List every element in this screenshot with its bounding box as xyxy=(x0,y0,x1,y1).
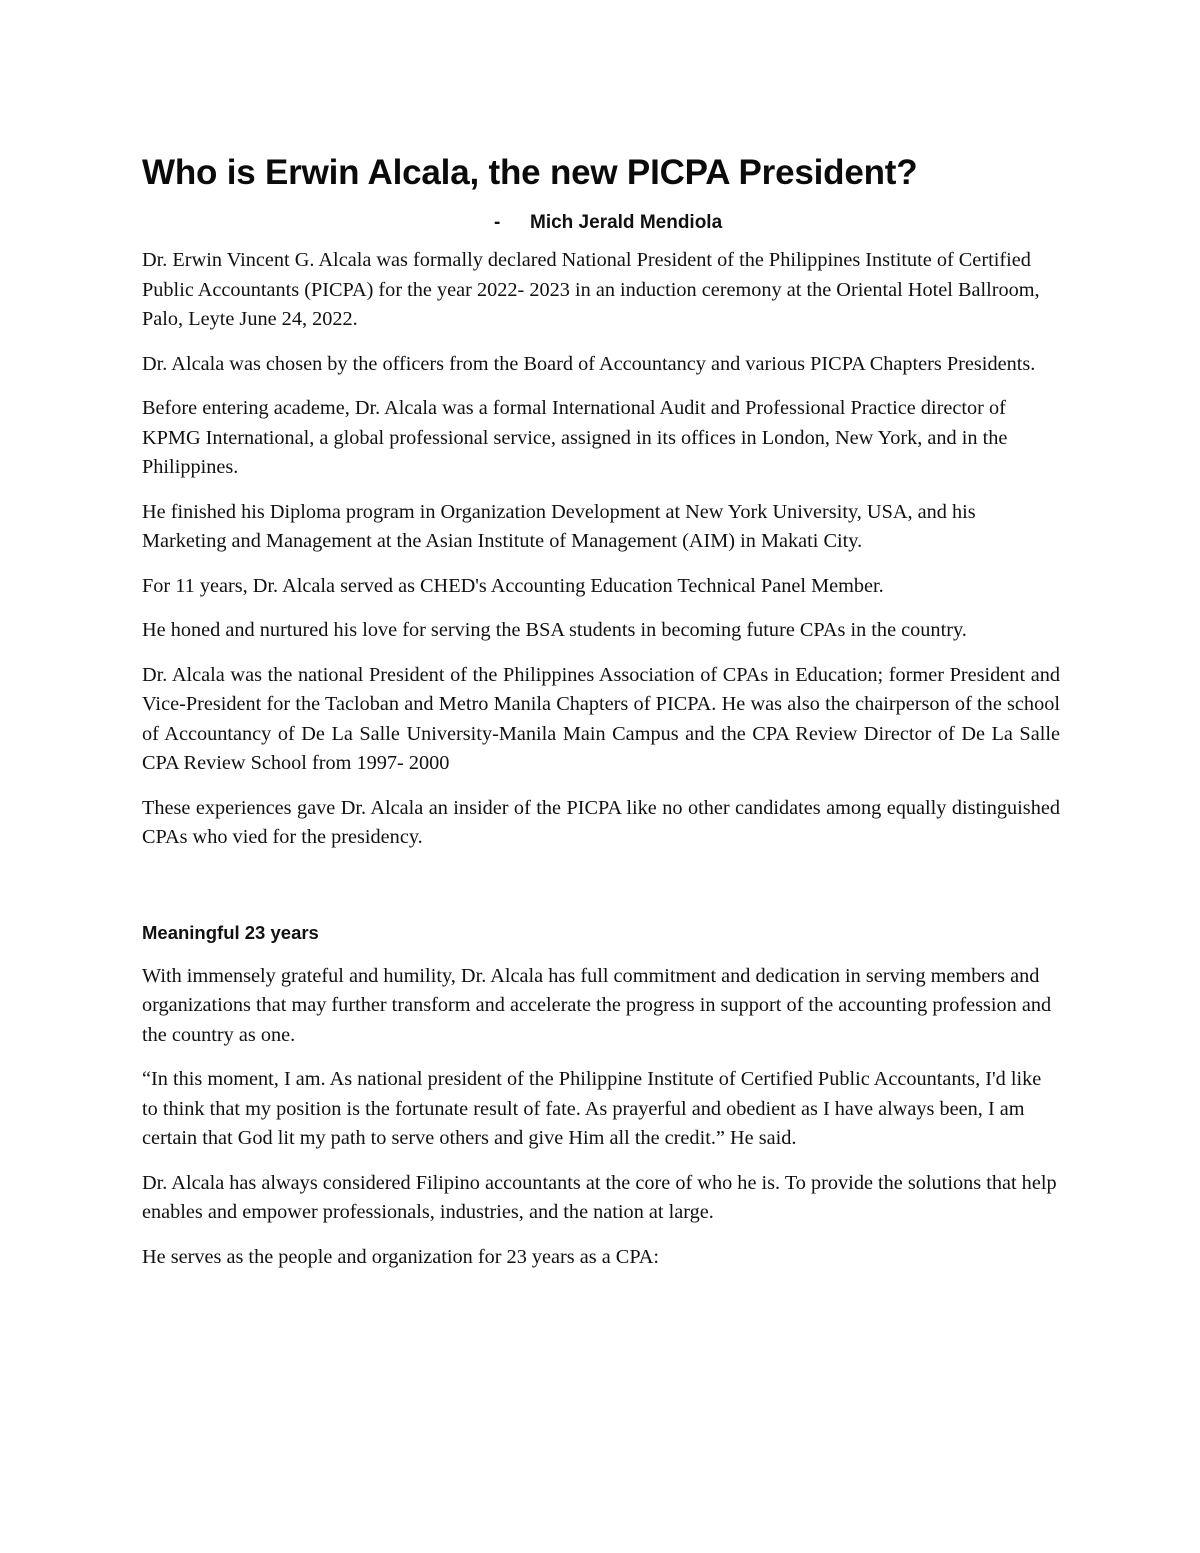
paragraph-core: Dr. Alcala has always considered Filipino accountants at the core of who he is. To provide the solutions that help enables and empower professionals, industries, and the nation at large. xyxy=(142,1171,1057,1223)
byline-author: Mich Jerald Mendiola xyxy=(530,212,723,233)
paragraph-induction: Dr. Erwin Vincent G. Alcala was formally declared National President of the Philippines Institute of Certified Public Accountants (PICPA) for the year 2022- 2023 in an induction ceremony at the Oriental Hotel Ballroom, Palo, Leyte June 24, 2022. xyxy=(142,249,1040,330)
paragraph-chosen: Dr. Alcala was chosen by the officers from the Board of Accountancy and various PICPA Chapters Presidents. xyxy=(142,352,1036,375)
section-heading: Meaningful 23 years xyxy=(142,921,319,943)
paragraph-commitment: With immensely grateful and humility, Dr. Alcala has full commitment and dedication in serving members and organizations that may further transform and accelerate the progress in support of the accounting profession and the country as one. xyxy=(142,964,1052,1046)
document-page xyxy=(142,146,1060,1287)
byline xyxy=(142,210,1060,236)
section-spacer xyxy=(142,868,1060,920)
paragraph-experiences: These experiences gave Dr. Alcala an insider of the PICPA like no other candidates among equally distinguished CPAs who vied for the presidency. xyxy=(142,796,1060,848)
paragraph-bsa: He honed and nurtured his love for serving the BSA students in becoming future CPAs in the country. xyxy=(142,619,967,641)
byline-dash: - xyxy=(494,212,501,233)
paragraph-ched: For 11 years, Dr. Alcala served as CHED's Accounting Education Technical Panel Member. xyxy=(142,574,884,597)
paragraph-kpmg: Before entering academe, Dr. Alcala was a formal International Audit and Professional Practice director of KPMG International, a global professional service, assigned in its offices in London, New York, and in the Philippines. xyxy=(142,397,1008,478)
paragraph-education: He finished his Diploma program in Organization Development at New York University, USA, and his Marketing and Management at the Asian Institute of Management (AIM) in Makati City. xyxy=(142,500,976,552)
paragraph-serves: He serves as the people and organization for 23 years as a CPA: xyxy=(142,1245,660,1268)
paragraph-positions: Dr. Alcala was the national President of the Philippines Association of CPAs in Education; former President and Vice-President for the Tacloban and Metro Manila Chapters of PICPA. He was also the chairperson of the school of Accountancy of De La Salle University-Manila Main Campus and the CPA Review Director of De La Salle CPA Review School from 1997- 2000 xyxy=(142,663,1060,774)
paragraph-quote: “In this moment, I am. As national president of the Philippine Institute of Certified Public Accountants, I'd like to think that my position is the fortunate result of fate. As prayerful and obedient as I have always been, I am certain that God lit my path to serve others and give Him all the credit.” He said. xyxy=(142,1068,1042,1149)
article-title: Who is Erwin Alcala, the new PICPA President? xyxy=(142,153,918,192)
